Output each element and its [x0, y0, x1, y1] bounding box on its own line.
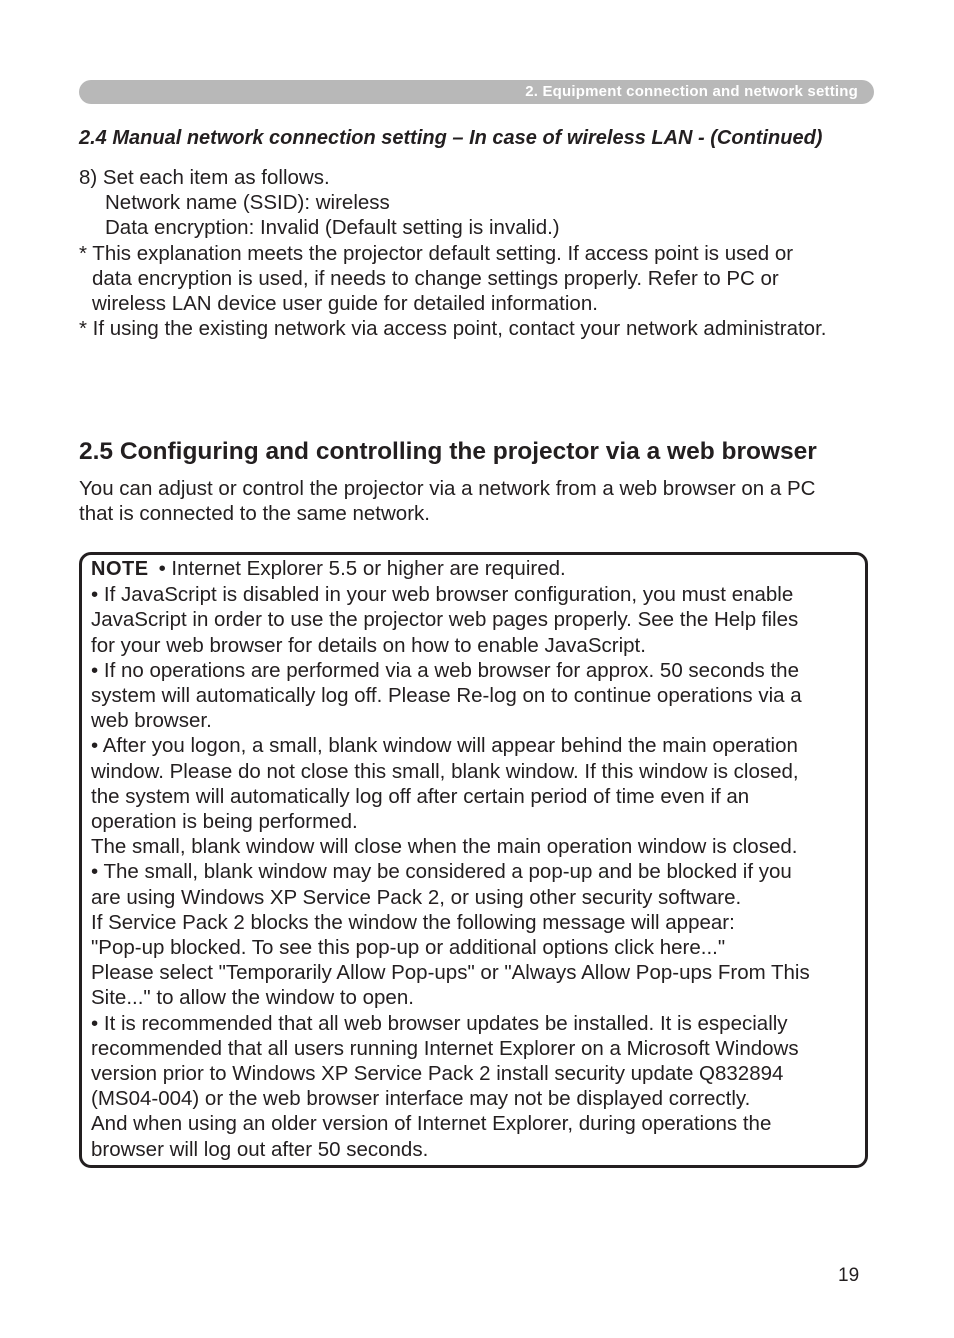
note-line: (MS04-004) or the web browser interface may not be displayed correctly.	[91, 1087, 751, 1111]
footnote-line: wireless LAN device user guide for detailed information.	[92, 292, 598, 316]
note-line: Site..." to allow the window to open.	[91, 986, 414, 1010]
note-line: Please select "Temporarily Allow Pop-ups" or "Always Allow Pop-ups From This	[91, 961, 810, 985]
note-line: And when using an older version of Internet Explorer, during operations the	[91, 1112, 772, 1136]
note-first-line	[91, 556, 810, 582]
footnote-default-setting	[79, 241, 826, 317]
step-8-block	[79, 165, 826, 341]
note-line: are using Windows XP Service Pack 2, or using other security software.	[91, 885, 742, 909]
footnote-access-point	[79, 316, 826, 341]
step-8-line: Network name (SSID): wireless	[105, 191, 390, 215]
note-line: version prior to Windows XP Service Pack 2 install security update Q832894	[91, 1062, 784, 1086]
step-8-line: 8) Set each item as follows.	[79, 166, 330, 189]
note-line: browser will log out after 50 seconds.	[91, 1137, 429, 1161]
step-8-line: Data encryption: Invalid (Default setting is invalid.)	[105, 216, 560, 240]
note-line: operation is being performed.	[91, 810, 358, 834]
note-line: JavaScript in order to use the projector web pages properly. See the Help files	[91, 608, 799, 632]
note-line: • It is recommended that all web browser updates be installed. It is especially	[91, 1011, 788, 1035]
note-line: If Service Pack 2 blocks the window the following message will appear:	[91, 910, 735, 934]
note-label: NOTE	[91, 558, 149, 580]
footnote-line: * If using the existing network via access point, contact your network administrator.	[79, 317, 827, 341]
note-line: for your web browser for details on how to enable JavaScript.	[91, 633, 646, 657]
note-line: the system will automatically log off after certain period of time even if an	[91, 784, 750, 808]
section-header-bar	[79, 80, 874, 104]
note-line: • After you logon, a small, blank window will appear behind the main operation	[91, 734, 798, 758]
page-number: 19	[838, 1265, 860, 1286]
note-line: window. Please do not close this small, blank window. If this window is closed,	[91, 759, 799, 783]
note-line: recommended that all users running Internet Explorer on a Microsoft Windows	[91, 1036, 799, 1060]
subsection-title: 2.4 Manual network connection setting – In case of wireless LAN - (Continued)	[79, 127, 823, 149]
footnote-line: * This explanation meets the projector default setting. If access point is used or	[79, 241, 794, 265]
intro-line: that is connected to the same network.	[79, 502, 430, 526]
intro-line: You can adjust or control the projector via a network from a web browser on a PC	[79, 477, 816, 500]
note-box-content	[91, 556, 810, 1162]
note-line: web browser.	[91, 709, 212, 733]
note-line: "Pop-up blocked. To see this pop-up or additional options click here..."	[91, 936, 726, 960]
note-line: The small, blank window will close when the main operation window is closed.	[91, 835, 798, 859]
note-line: system will automatically log off. Please Re-log on to continue operations via a	[91, 684, 802, 708]
note-line: • If JavaScript is disabled in your web browser configuration, you must enable	[91, 583, 794, 607]
note-line: • Internet Explorer 5.5 or higher are required.	[158, 557, 566, 580]
section-header-label: 2. Equipment connection and network setting	[525, 83, 858, 100]
section-intro	[79, 476, 815, 526]
section-title: 2.5 Configuring and controlling the projector via a web browser	[79, 438, 817, 465]
note-line: • If no operations are performed via a web browser for approx. 50 seconds the	[91, 658, 799, 682]
note-line: • The small, blank window may be considered a pop-up and be blocked if you	[91, 860, 792, 884]
footnote-line: data encryption is used, if needs to change settings properly. Refer to PC or	[92, 266, 779, 290]
